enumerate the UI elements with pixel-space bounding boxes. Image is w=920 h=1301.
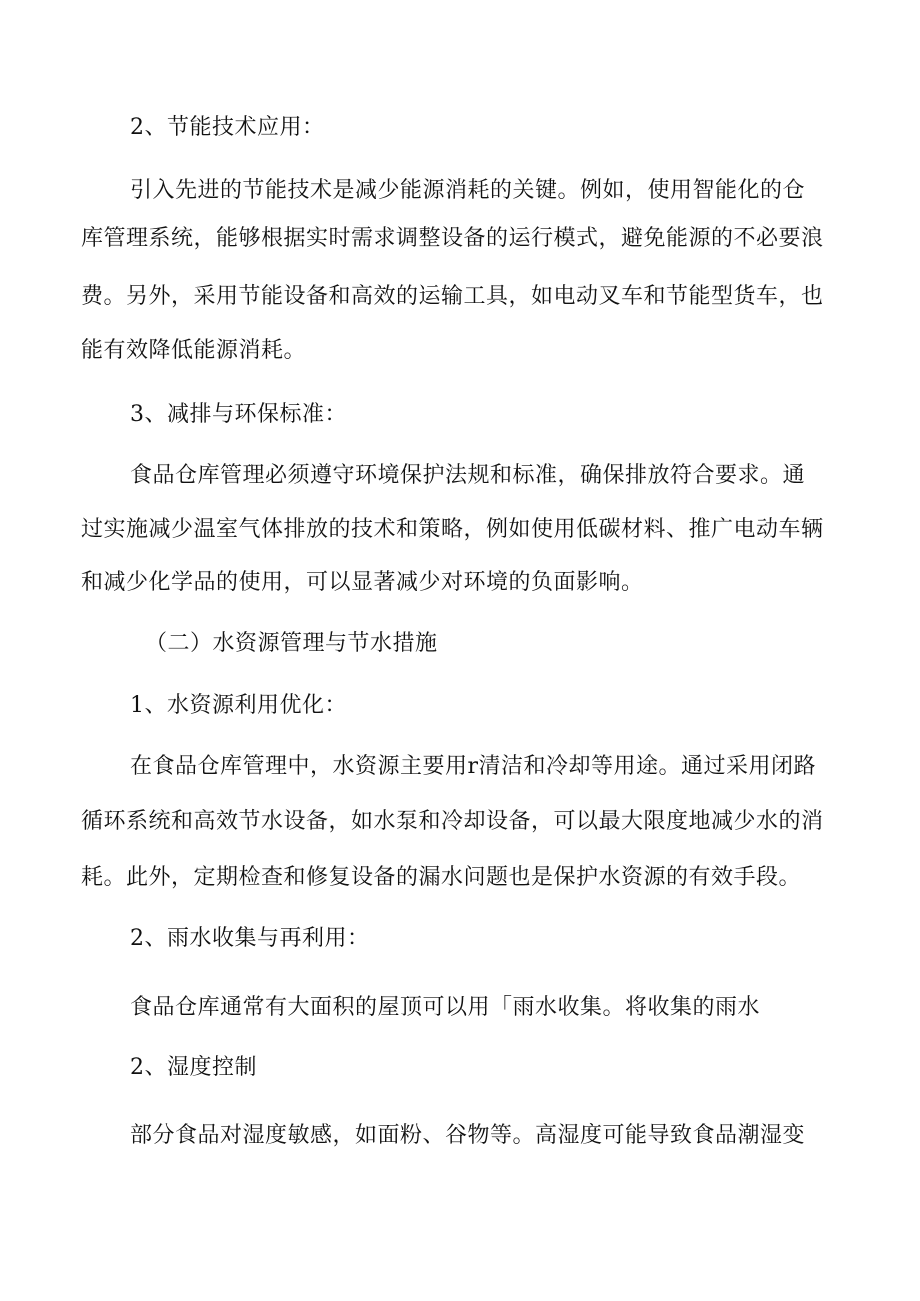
paragraph-line: 引入先进的节能技术是减少能源消耗的关键。例如，使用智能化的仓: [130, 178, 806, 203]
paragraph-line: 循环系统和高效节水设备，如水泵和冷却设备，可以最大限度地减少水的消: [81, 809, 824, 834]
paragraph-line: 费。另外，采用节能设备和高效的运输工具，如电动叉车和节能型货车，也: [81, 284, 824, 309]
paragraph-line: 和减少化学品的使用，可以显著减少对环境的负面影响。: [81, 570, 644, 595]
paragraph-line: 能有效降低能源消耗。: [81, 338, 307, 363]
paragraph-line: 在食品仓库管理中，水资源主要用r清洁和冷却等用途。通过采用闭路: [130, 754, 817, 779]
heading-emission: 3、减排与环保标准：: [130, 402, 347, 427]
heading-humidity-control: 2、湿度控制: [130, 1055, 257, 1080]
section-heading-water: （二）水资源管理与节水措施: [145, 631, 438, 656]
paragraph-line: 过实施减少温室气体排放的技术和策略，例如使用低碳材料、推广电动车辆: [81, 517, 824, 542]
paragraph-line: 部分食品对湿度敏感，如面粉、谷物等。高湿度可能导致食品潮湿变: [130, 1123, 806, 1148]
heading-rain-collection: 2、雨水收集与再利用：: [130, 926, 370, 951]
heading-energy-tech: 2、节能技术应用：: [130, 115, 325, 140]
paragraph-line: 耗。此外，定期检查和修复设备的漏水问题也是保护水资源的有效手段。: [81, 865, 802, 890]
paragraph-line: 食品仓库通常有大面积的屋顶可以用「雨水收集。将收集的雨水: [130, 995, 761, 1020]
heading-water-optimization: 1、水资源利用优化：: [130, 693, 347, 718]
paragraph-line: 库管理系统，能够根据实时需求调整设备的运行模式，避免能源的不必要浪: [81, 226, 824, 251]
paragraph-line: 食品仓库管理必须遵守环境保护法规和标准，确保排放符合要求。通: [130, 463, 806, 488]
